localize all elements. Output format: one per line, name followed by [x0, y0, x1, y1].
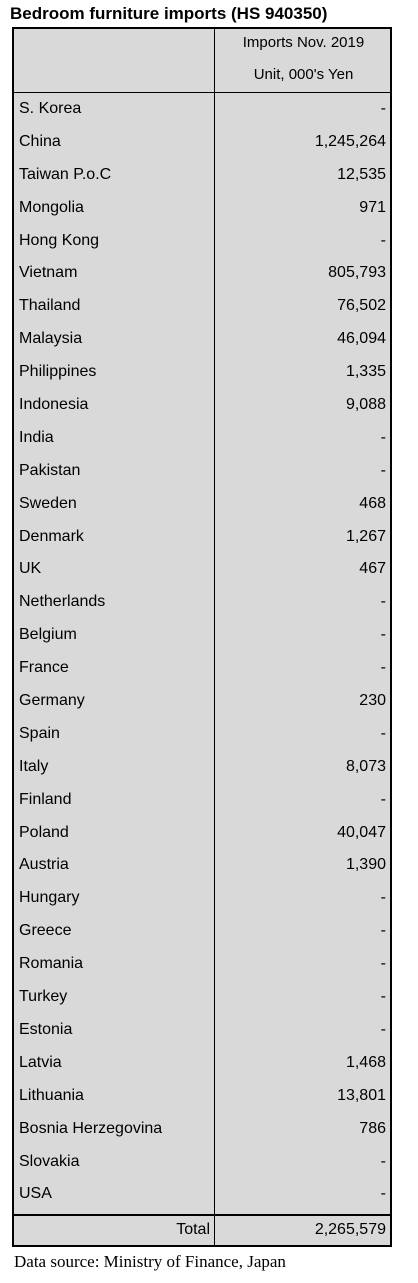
value-cell: - [380, 889, 386, 907]
table-row [14, 455, 390, 488]
total-divider [14, 1214, 390, 1216]
value-cell: - [380, 1152, 386, 1170]
country-cell: Poland [19, 823, 69, 841]
country-cell: Hungary [19, 889, 80, 907]
country-cell: Romania [19, 955, 84, 973]
country-cell: Italy [19, 757, 49, 775]
imports-table [12, 27, 392, 1247]
table-row [14, 1146, 390, 1179]
value-cell: 805,793 [328, 264, 386, 282]
country-cell: Slovakia [19, 1152, 80, 1170]
value-cell: 46,094 [337, 330, 386, 348]
value-cell: - [380, 461, 386, 479]
country-cell: India [19, 428, 54, 446]
table-row [14, 619, 390, 652]
value-cell: - [380, 659, 386, 677]
table-row [14, 192, 390, 225]
value-cell: 12,535 [337, 165, 386, 183]
country-cell: Bosnia Herzegovina [19, 1119, 163, 1137]
table-row [14, 1047, 390, 1080]
country-cell: Lithuania [19, 1086, 84, 1104]
value-cell: - [380, 955, 386, 973]
value-cell: 230 [359, 692, 386, 710]
value-cell: - [380, 593, 386, 611]
table-row [14, 751, 390, 784]
country-cell: Belgium [19, 626, 77, 644]
table-row [14, 553, 390, 586]
value-cell: 971 [359, 198, 386, 216]
table-body [14, 93, 390, 1211]
table-row [14, 488, 390, 521]
table-title: Bedroom furniture imports (HS 940350) [10, 4, 328, 23]
table-row [14, 159, 390, 192]
value-cell: - [380, 1020, 386, 1038]
value-cell: 467 [359, 560, 386, 578]
country-cell: Finland [19, 790, 72, 808]
country-cell: Hong Kong [19, 231, 100, 249]
table-row [14, 389, 390, 422]
table-row [14, 422, 390, 455]
table-row [14, 126, 390, 159]
value-cell: - [380, 626, 386, 644]
value-cell: 40,047 [337, 823, 386, 841]
value-cell: 9,088 [345, 396, 386, 414]
value-cell: 76,502 [337, 297, 386, 315]
table-row [14, 1080, 390, 1113]
country-cell: Philippines [19, 363, 97, 381]
table-row [14, 882, 390, 915]
country-cell: Sweden [19, 494, 77, 512]
table-row [14, 521, 390, 554]
value-cell: 1,335 [345, 363, 386, 381]
table-row [14, 981, 390, 1014]
value-cell: - [380, 100, 386, 117]
value-cell: - [380, 231, 386, 249]
country-cell: France [19, 659, 69, 677]
country-cell: Austria [19, 856, 69, 874]
country-cell: Greece [19, 922, 72, 940]
table-row [14, 685, 390, 718]
country-cell: China [19, 132, 61, 150]
table-row [14, 225, 390, 258]
country-cell: Thailand [19, 297, 81, 315]
table-row [14, 1014, 390, 1047]
country-cell: Turkey [19, 988, 68, 1006]
table-row [14, 1178, 390, 1211]
value-cell: - [380, 922, 386, 940]
table-row [14, 290, 390, 323]
table-row [14, 586, 390, 619]
country-cell: Netherlands [19, 593, 106, 611]
table-row [14, 849, 390, 882]
value-cell: - [380, 1185, 386, 1203]
value-cell: - [380, 428, 386, 446]
country-cell: Taiwan P.o.C [19, 165, 112, 183]
column-header-period: Imports Nov. 2019 [242, 34, 365, 51]
total-label: Total [176, 1221, 210, 1238]
value-cell: 1,468 [345, 1053, 386, 1071]
table-row [14, 817, 390, 850]
column-header-unit: Unit, 000's Yen [253, 66, 354, 83]
table-row [14, 257, 390, 290]
country-cell: Estonia [19, 1020, 73, 1038]
country-cell: UK [19, 560, 42, 578]
data-source-note: Data source: Ministry of Finance, Japan [14, 1252, 286, 1271]
value-cell: 8,073 [345, 757, 386, 775]
value-cell: 13,801 [337, 1086, 386, 1104]
value-cell: 468 [359, 494, 386, 512]
country-cell: USA [19, 1185, 52, 1203]
table-row [14, 1113, 390, 1146]
table-row [14, 784, 390, 817]
table-row [14, 93, 390, 126]
table-row [14, 356, 390, 389]
value-cell: 1,245,264 [314, 132, 386, 150]
table-row [14, 718, 390, 751]
value-cell: 1,390 [345, 856, 386, 874]
country-cell: Spain [19, 724, 60, 742]
country-cell: Latvia [19, 1053, 62, 1071]
value-cell: - [380, 988, 386, 1006]
country-cell: Pakistan [19, 461, 81, 479]
country-cell: Denmark [19, 527, 84, 545]
country-cell: Indonesia [19, 396, 89, 414]
table-row [14, 948, 390, 981]
table-row [14, 652, 390, 685]
table-row [14, 915, 390, 948]
total-value: 2,265,579 [314, 1221, 386, 1238]
country-cell: Mongolia [19, 198, 84, 216]
value-cell: 786 [359, 1119, 386, 1137]
country-cell: Malaysia [19, 330, 83, 348]
value-cell: 1,267 [345, 527, 386, 545]
country-cell: Germany [19, 692, 85, 710]
country-cell: S. Korea [19, 100, 82, 117]
value-cell: - [380, 790, 386, 808]
table-row [14, 323, 390, 356]
value-cell: - [380, 724, 386, 742]
country-cell: Vietnam [19, 264, 78, 282]
